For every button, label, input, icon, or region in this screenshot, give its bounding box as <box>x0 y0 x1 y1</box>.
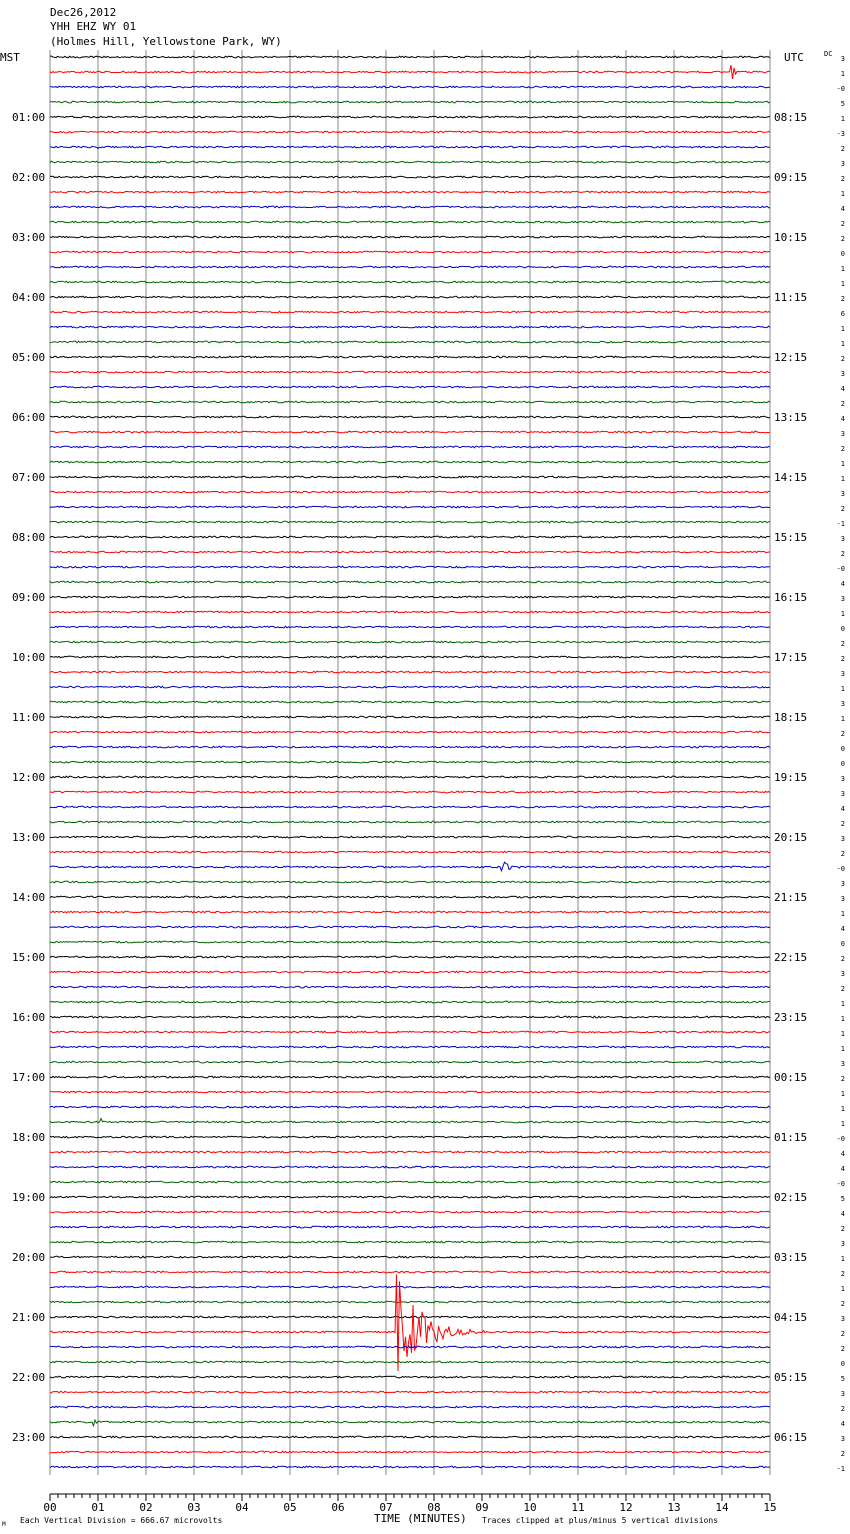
dc-offset-value: 3 <box>840 595 845 603</box>
hour-label-left: 11:00 <box>12 711 46 724</box>
trace-line-47 <box>50 761 770 763</box>
trace-line-9 <box>50 191 770 193</box>
trace-line-59 <box>50 941 770 943</box>
dc-offset-value: 1 <box>840 610 845 618</box>
trace-line-37 <box>50 611 770 613</box>
scale-note: Each Vertical Division = 666.67 microvolts <box>20 1516 223 1525</box>
dc-offset-value: 4 <box>840 205 845 213</box>
dc-offset-value: 3 <box>840 1315 845 1323</box>
trace-line-3 <box>50 101 770 103</box>
right-timezone-label: UTC <box>784 51 804 64</box>
dc-offset-value: 3 <box>840 700 845 708</box>
hour-label-left: 22:00 <box>12 1371 46 1384</box>
dc-offset-value: 2 <box>840 1225 845 1233</box>
hour-label-right: 12:15 <box>774 351 808 364</box>
x-tick-label: 06 <box>331 1501 345 1514</box>
dc-offset-value: 5 <box>840 1195 845 1203</box>
x-tick-label: 11 <box>571 1501 585 1514</box>
dc-offset-labels <box>837 55 845 1473</box>
hour-label-left: 20:00 <box>12 1251 46 1264</box>
dc-offset-value: 0 <box>840 1360 845 1368</box>
x-tick-label: 12 <box>619 1501 633 1514</box>
trace-line-79 <box>50 1241 770 1243</box>
trace-line-21 <box>50 371 770 373</box>
x-tick-label: 13 <box>667 1501 681 1514</box>
trace-line-88 <box>50 1376 770 1378</box>
trace-line-50 <box>50 806 770 808</box>
hour-label-right: 08:15 <box>774 111 808 124</box>
dc-offset-value: -3 <box>836 130 845 138</box>
dc-offset-value: 1 <box>840 1255 845 1263</box>
dc-offset-value: 3 <box>840 160 845 168</box>
trace-line-20 <box>50 356 770 358</box>
hour-label-left: 03:00 <box>12 231 46 244</box>
trace-line-80 <box>50 1256 770 1258</box>
dc-offset-value: 2 <box>840 985 845 993</box>
dc-offset-value: 2 <box>840 220 845 228</box>
dc-offset-value: 0 <box>840 760 845 768</box>
hour-label-right: 13:15 <box>774 411 808 424</box>
dc-offset-value: 1 <box>840 190 845 198</box>
dc-offset-value: 1 <box>840 115 845 123</box>
dc-offset-value: 3 <box>840 490 845 498</box>
dc-offset-value: 1 <box>840 70 845 78</box>
trace-line-27 <box>50 461 770 463</box>
dc-offset-value: -0 <box>836 1135 845 1143</box>
dc-offset-value: 1 <box>840 1000 845 1008</box>
x-axis-title: TIME (MINUTES) <box>374 1512 467 1525</box>
trace-line-32 <box>50 536 770 538</box>
dc-offset-value: -0 <box>836 565 845 573</box>
hour-label-right: 04:15 <box>774 1311 808 1324</box>
dc-offset-value: 0 <box>840 250 845 258</box>
dc-offset-value: 3 <box>840 1240 845 1248</box>
dc-offset-value: -0 <box>836 865 845 873</box>
dc-offset-value: 3 <box>840 790 845 798</box>
trace-line-93 <box>50 1451 770 1453</box>
trace-line-40 <box>50 656 770 658</box>
x-tick-label: 15 <box>763 1501 777 1514</box>
dc-offset-value: 1 <box>840 1120 845 1128</box>
hour-label-right: 09:15 <box>774 171 808 184</box>
trace-line-69 <box>50 1091 770 1093</box>
dc-offset-value: 3 <box>840 1060 845 1068</box>
x-tick-label: 03 <box>187 1501 201 1514</box>
trace-line-70 <box>50 1106 770 1108</box>
dc-offset-value: 3 <box>840 895 845 903</box>
trace-line-49 <box>50 791 770 793</box>
trace-line-33 <box>50 551 770 553</box>
trace-line-89 <box>50 1391 770 1393</box>
trace-line-91 <box>50 1420 770 1426</box>
hour-label-right: 23:15 <box>774 1011 808 1024</box>
x-tick-label: 08 <box>427 1501 441 1514</box>
hour-label-left: 05:00 <box>12 351 46 364</box>
x-tick-label: 05 <box>283 1501 297 1514</box>
trace-line-45 <box>50 731 770 733</box>
x-tick-label: 07 <box>379 1501 393 1514</box>
dc-offset-value: -0 <box>836 85 845 93</box>
trace-line-74 <box>50 1166 770 1168</box>
trace-line-64 <box>50 1016 770 1018</box>
hour-label-left: 01:00 <box>12 111 46 124</box>
dc-header-label: DC <box>824 50 833 58</box>
dc-offset-value: 2 <box>840 295 845 303</box>
station-label: YHH EHZ WY 01 <box>50 20 137 33</box>
x-axis <box>43 1494 776 1514</box>
right-hour-labels <box>774 111 807 1444</box>
dc-offset-value: 1 <box>840 475 845 483</box>
trace-line-26 <box>50 446 770 448</box>
hour-label-right: 14:15 <box>774 471 808 484</box>
trace-line-22 <box>50 386 770 388</box>
hour-label-left: 04:00 <box>12 291 46 304</box>
trace-line-94 <box>50 1466 770 1468</box>
dc-offset-value: 3 <box>840 55 845 63</box>
hour-label-right: 01:15 <box>774 1131 808 1144</box>
dc-offset-value: 3 <box>840 370 845 378</box>
hour-label-right: 16:15 <box>774 591 808 604</box>
dc-offset-value: 2 <box>840 400 845 408</box>
hour-label-right: 20:15 <box>774 831 808 844</box>
trace-line-58 <box>50 926 770 928</box>
trace-line-31 <box>50 521 770 523</box>
left-timezone-label: MST <box>0 51 20 64</box>
dc-offset-value: 4 <box>840 805 845 813</box>
dc-offset-value: 2 <box>840 1300 845 1308</box>
trace-line-81 <box>50 1271 770 1273</box>
trace-line-42 <box>50 686 770 688</box>
dc-offset-value: 3 <box>840 970 845 978</box>
dc-offset-value: 1 <box>840 715 845 723</box>
dc-offset-value: 2 <box>840 175 845 183</box>
trace-line-54 <box>50 862 770 871</box>
trace-line-46 <box>50 746 770 748</box>
dc-offset-value: 3 <box>840 430 845 438</box>
trace-line-39 <box>50 641 770 643</box>
trace-line-60 <box>50 956 770 958</box>
trace-line-51 <box>50 821 770 823</box>
dc-offset-value: 2 <box>840 445 845 453</box>
dc-offset-value: 2 <box>840 1345 845 1353</box>
hour-label-right: 18:15 <box>774 711 808 724</box>
dc-offset-value: 1 <box>840 1285 845 1293</box>
dc-offset-value: 1 <box>840 265 845 273</box>
hour-label-left: 21:00 <box>12 1311 46 1324</box>
trace-line-84 <box>50 1316 770 1318</box>
trace-line-34 <box>50 566 770 568</box>
dc-offset-value: 1 <box>840 280 845 288</box>
dc-offset-value: 3 <box>840 775 845 783</box>
hour-label-left: 09:00 <box>12 591 46 604</box>
trace-line-61 <box>50 971 770 973</box>
trace-line-92 <box>50 1436 770 1438</box>
trace-line-83 <box>50 1301 770 1303</box>
dc-offset-value: 2 <box>840 850 845 858</box>
dc-offset-value: 3 <box>840 1435 845 1443</box>
dc-offset-value: 4 <box>840 1165 845 1173</box>
dc-offset-value: 0 <box>840 940 845 948</box>
trace-line-73 <box>50 1151 770 1153</box>
dc-offset-value: 1 <box>840 1105 845 1113</box>
trace-line-52 <box>50 836 770 838</box>
hour-label-right: 22:15 <box>774 951 808 964</box>
trace-line-57 <box>50 911 770 913</box>
dc-offset-value: 1 <box>840 1030 845 1038</box>
hour-label-left: 06:00 <box>12 411 46 424</box>
hour-label-right: 15:15 <box>774 531 808 544</box>
trace-line-66 <box>50 1046 770 1048</box>
trace-line-10 <box>50 206 770 208</box>
trace-line-72 <box>50 1136 770 1138</box>
trace-line-14 <box>50 266 770 268</box>
trace-line-44 <box>50 716 770 718</box>
dc-offset-value: 2 <box>840 655 845 663</box>
dc-offset-value: 1 <box>840 325 845 333</box>
dc-offset-value: 2 <box>840 1270 845 1278</box>
hour-label-left: 17:00 <box>12 1071 46 1084</box>
trace-line-76 <box>50 1196 770 1198</box>
trace-line-41 <box>50 671 770 673</box>
hour-label-left: 12:00 <box>12 771 46 784</box>
seismic-traces <box>50 56 770 1468</box>
dc-offset-value: 3 <box>840 835 845 843</box>
trace-line-43 <box>50 701 770 703</box>
trace-line-24 <box>50 416 770 418</box>
dc-offset-value: 2 <box>840 820 845 828</box>
x-tick-label: 02 <box>139 1501 153 1514</box>
trace-line-62 <box>50 986 770 988</box>
trace-line-13 <box>50 251 770 253</box>
trace-line-90 <box>50 1406 770 1408</box>
dc-offset-value: 2 <box>840 730 845 738</box>
dc-offset-value: -1 <box>836 520 845 528</box>
dc-offset-value: 2 <box>840 1450 845 1458</box>
trace-line-48 <box>50 776 770 778</box>
hour-label-left: 16:00 <box>12 1011 46 1024</box>
dc-offset-value: 1 <box>840 1015 845 1023</box>
dc-offset-value: 2 <box>840 640 845 648</box>
dc-offset-value: 1 <box>840 910 845 918</box>
trace-line-65 <box>50 1031 770 1033</box>
trace-line-67 <box>50 1061 770 1063</box>
hour-label-right: 10:15 <box>774 231 808 244</box>
dc-offset-value: 3 <box>840 670 845 678</box>
dc-offset-value: 1 <box>840 1045 845 1053</box>
hour-label-left: 14:00 <box>12 891 46 904</box>
trace-line-7 <box>50 161 770 163</box>
trace-line-16 <box>50 296 770 298</box>
dc-offset-value: 2 <box>840 550 845 558</box>
trace-line-25 <box>50 431 770 433</box>
dc-offset-value: 4 <box>840 580 845 588</box>
hour-label-right: 02:15 <box>774 1191 808 1204</box>
dc-offset-value: 2 <box>840 1075 845 1083</box>
dc-offset-value: -0 <box>836 1180 845 1188</box>
dc-offset-value: 4 <box>840 925 845 933</box>
trace-line-29 <box>50 491 770 493</box>
dc-offset-value: 1 <box>840 685 845 693</box>
hour-label-right: 21:15 <box>774 891 808 904</box>
x-tick-label: 14 <box>715 1501 729 1514</box>
dc-offset-value: 2 <box>840 235 845 243</box>
dc-offset-value: 4 <box>840 1150 845 1158</box>
trace-line-1 <box>50 65 770 79</box>
trace-line-86 <box>50 1346 770 1348</box>
dc-offset-value: 1 <box>840 460 845 468</box>
hour-label-left: 19:00 <box>12 1191 46 1204</box>
trace-line-4 <box>50 116 770 118</box>
trace-line-87 <box>50 1361 770 1363</box>
trace-line-35 <box>50 581 770 583</box>
hour-label-left: 08:00 <box>12 531 46 544</box>
trace-line-53 <box>50 851 770 853</box>
trace-line-78 <box>50 1226 770 1228</box>
hour-label-right: 03:15 <box>774 1251 808 1264</box>
trace-line-5 <box>50 131 770 133</box>
x-tick-label: 10 <box>523 1501 537 1514</box>
hour-label-right: 05:15 <box>774 1371 808 1384</box>
trace-line-56 <box>50 896 770 898</box>
x-tick-label: 00 <box>43 1501 57 1514</box>
hour-label-left: 15:00 <box>12 951 46 964</box>
trace-line-71 <box>50 1119 770 1123</box>
dc-offset-value: 1 <box>840 1090 845 1098</box>
trace-line-8 <box>50 176 770 178</box>
trace-line-38 <box>50 626 770 628</box>
dc-offset-value: 4 <box>840 385 845 393</box>
hour-label-right: 17:15 <box>774 651 808 664</box>
dc-offset-value: -1 <box>836 1465 845 1473</box>
trace-line-15 <box>50 281 770 283</box>
dc-offset-value: 3 <box>840 535 845 543</box>
trace-line-36 <box>50 596 770 598</box>
hour-label-right: 00:15 <box>774 1071 808 1084</box>
hour-label-left: 23:00 <box>12 1431 46 1444</box>
hour-label-right: 19:15 <box>774 771 808 784</box>
x-tick-label: 01 <box>91 1501 105 1514</box>
trace-line-12 <box>50 236 770 238</box>
dc-offset-value: 2 <box>840 955 845 963</box>
trace-line-11 <box>50 221 770 223</box>
hour-label-left: 13:00 <box>12 831 46 844</box>
trace-line-82 <box>50 1286 770 1288</box>
hour-label-left: 02:00 <box>12 171 46 184</box>
location-label: (Holmes Hill, Yellowstone Park, WY) <box>50 35 282 48</box>
trace-line-6 <box>50 146 770 148</box>
hour-label-left: 07:00 <box>12 471 46 484</box>
clip-note: Traces clipped at plus/minus 5 vertical divisions <box>482 1516 719 1525</box>
dc-offset-value: 0 <box>840 745 845 753</box>
trace-line-75 <box>50 1181 770 1183</box>
dc-offset-value: 2 <box>840 1405 845 1413</box>
corner-mark: M <box>2 1521 6 1528</box>
x-tick-label: 04 <box>235 1501 249 1514</box>
dc-offset-value: 2 <box>840 355 845 363</box>
trace-line-55 <box>50 881 770 883</box>
dc-offset-value: 2 <box>840 145 845 153</box>
hour-label-left: 18:00 <box>12 1131 46 1144</box>
date-label: Dec26,2012 <box>50 6 117 19</box>
left-hour-labels <box>12 111 45 1444</box>
trace-line-28 <box>50 476 770 478</box>
trace-line-19 <box>50 341 770 343</box>
dc-offset-value: 3 <box>840 1390 845 1398</box>
dc-offset-value: 0 <box>840 625 845 633</box>
hour-label-right: 11:15 <box>774 291 808 304</box>
hour-label-left: 10:00 <box>12 651 46 664</box>
dc-offset-value: 6 <box>840 310 845 318</box>
trace-line-2 <box>50 86 770 88</box>
dc-offset-value: 1 <box>840 340 845 348</box>
trace-line-17 <box>50 311 770 313</box>
trace-line-23 <box>50 401 770 403</box>
trace-line-63 <box>50 1001 770 1003</box>
x-tick-label: 09 <box>475 1501 489 1514</box>
trace-line-77 <box>50 1211 770 1213</box>
dc-offset-value: 3 <box>840 880 845 888</box>
dc-offset-value: 2 <box>840 1330 845 1338</box>
dc-offset-value: 4 <box>840 1420 845 1428</box>
dc-offset-value: 5 <box>840 1375 845 1383</box>
dc-offset-value: 5 <box>840 100 845 108</box>
trace-line-0 <box>50 56 770 58</box>
dc-offset-value: 2 <box>840 505 845 513</box>
dc-offset-value: 4 <box>840 1210 845 1218</box>
trace-line-30 <box>50 506 770 508</box>
trace-line-85 <box>50 1275 770 1371</box>
trace-line-68 <box>50 1076 770 1078</box>
dc-offset-value: 4 <box>840 415 845 423</box>
trace-line-18 <box>50 326 770 328</box>
hour-label-right: 06:15 <box>774 1431 808 1444</box>
